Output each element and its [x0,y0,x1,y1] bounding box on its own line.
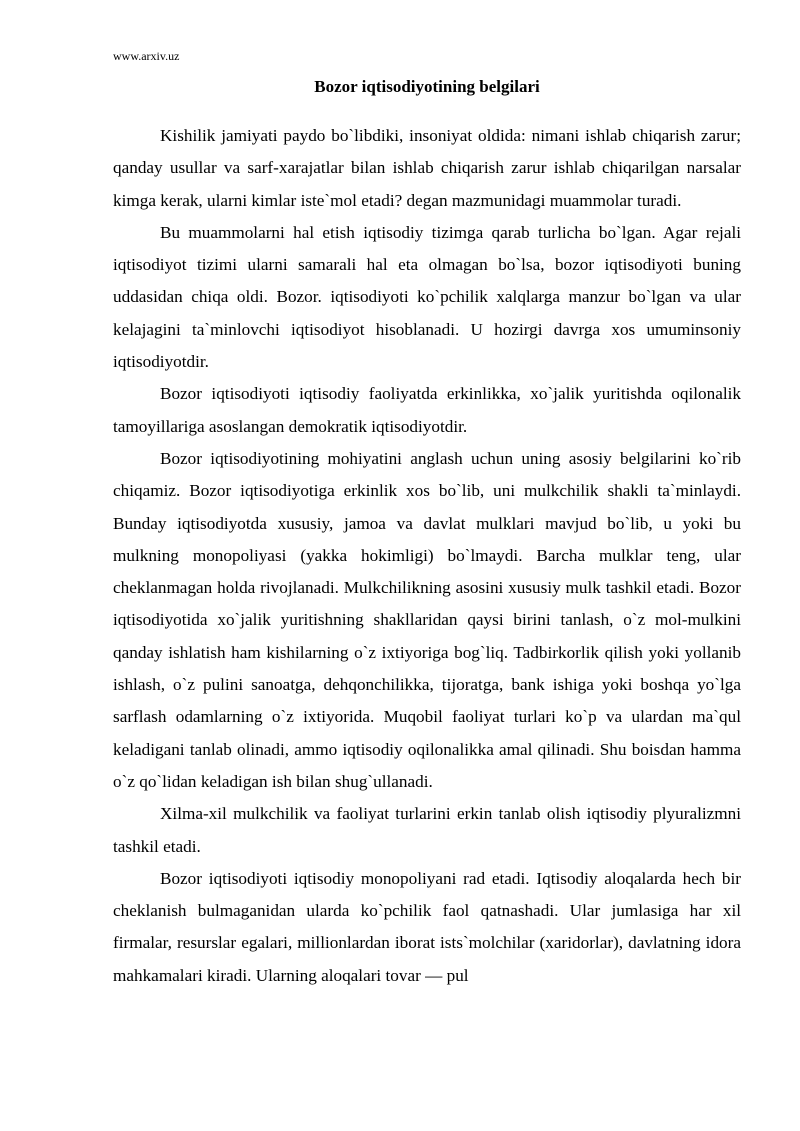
paragraph: Bu muammolarni hal etish iqtisodiy tizimga qarab turlicha bo`lgan. Agar rejali iqtisodiyot tizimi ularni samarali hal eta olmagan bo`lsa, bozor iqtisodiyoti buning uddasidan chiqa oldi. Bozor. iqtisodiyoti ko`pchilik xalqlarga manzur bo`lgan va ular kelajagini ta`minlovchi iqtisodiyot hisoblanadi. U hozirgi davrga xos umuminsoniy iqtisodiyotdir. [113,222,741,372]
document-title: Bozor iqtisodiyotining belgilari [314,77,540,96]
paragraph: Bozor iqtisodiyoti iqtisodiy monopoliyani rad etadi. Iqtisodiy aloqalarda hech bir cheklanish bulmaganidan ularda ko`pchilik faol qatnashadi. Ular jumlasiga har xil firmalar, resurslar egalari, millionlardan iborat ists`molchilar (xaridorlar), davlatning idora mahkamalari kiradi. Ularning aloqalari tovar — pul [113,868,741,985]
paragraph: Bozor iqtisodiyotining mohiyatini anglash uchun uning asosiy belgilarini ko`rib chiqamiz. Bozor iqtisodiyotiga erkinlik xos bo`lib, uni mulkchilik shakli ta`minlaydi. Bunday iqtisodiyotda xususiy, jamoa va davlat mulklari mavjud bo`lib, u yoki bu mulkning monopoliyasi (yakka hokimligi) bo`lmaydi. Barcha mulklar teng, ular cheklanmagan holda rivojlanadi. Mulkchilikning asosini xususiy mulk tashkil etadi. Bozor iqtisodiyotida xo`jalik yuritishning shakllaridan qaysi birini tanlash, o`z mol-mulkini qanday ishlatish ham kishilarning o`z ixtiyoriga bog`liq. Tadbirkorlik qilish yoki yollanib ishlash, o`z pulini sanoatga, dehqonchilikka, tijoratga, bank ishiga yoki boshqa yo`lga sarflash odamlarning o`z ixtiyorida. Muqobil faoliyat turlari ko`p va ulardan ma`qul keladigani tanlab olinadi, ammo iqtisodiy oqilonalikka amal qilinadi. Shu boisdan hamma o`z qo`lidan keladigan ish bilan shug`ullanadi. [113,448,741,791]
paragraph: Xilma-xil mulkchilik va faoliyat turlarini erkin tanlab olish iqtisodiy plyuralizmni tashkil etadi. [113,804,741,856]
paragraph: Bozor iqtisodiyoti iqtisodiy faoliyatda erkinlikka, xo`jalik yuritishda oqilonalik tamoyillariga asoslangan demokratik iqtisodiyotdir. [113,384,741,436]
paragraph: Kishilik jamiyati paydo bo`libdiki, insoniyat oldida: nimani ishlab chiqarish zarur; qanday usullar va sarf-xarajatlar bilan ishlab chiqarish zarur ishlab chiqarilgan narsalar kimga kerak, ularni kimlar iste`mol etadi? degan mazmunidagi muammolar turadi. [113,126,741,210]
document-body [113,120,741,992]
site-url: www.arxiv.uz [113,49,180,63]
